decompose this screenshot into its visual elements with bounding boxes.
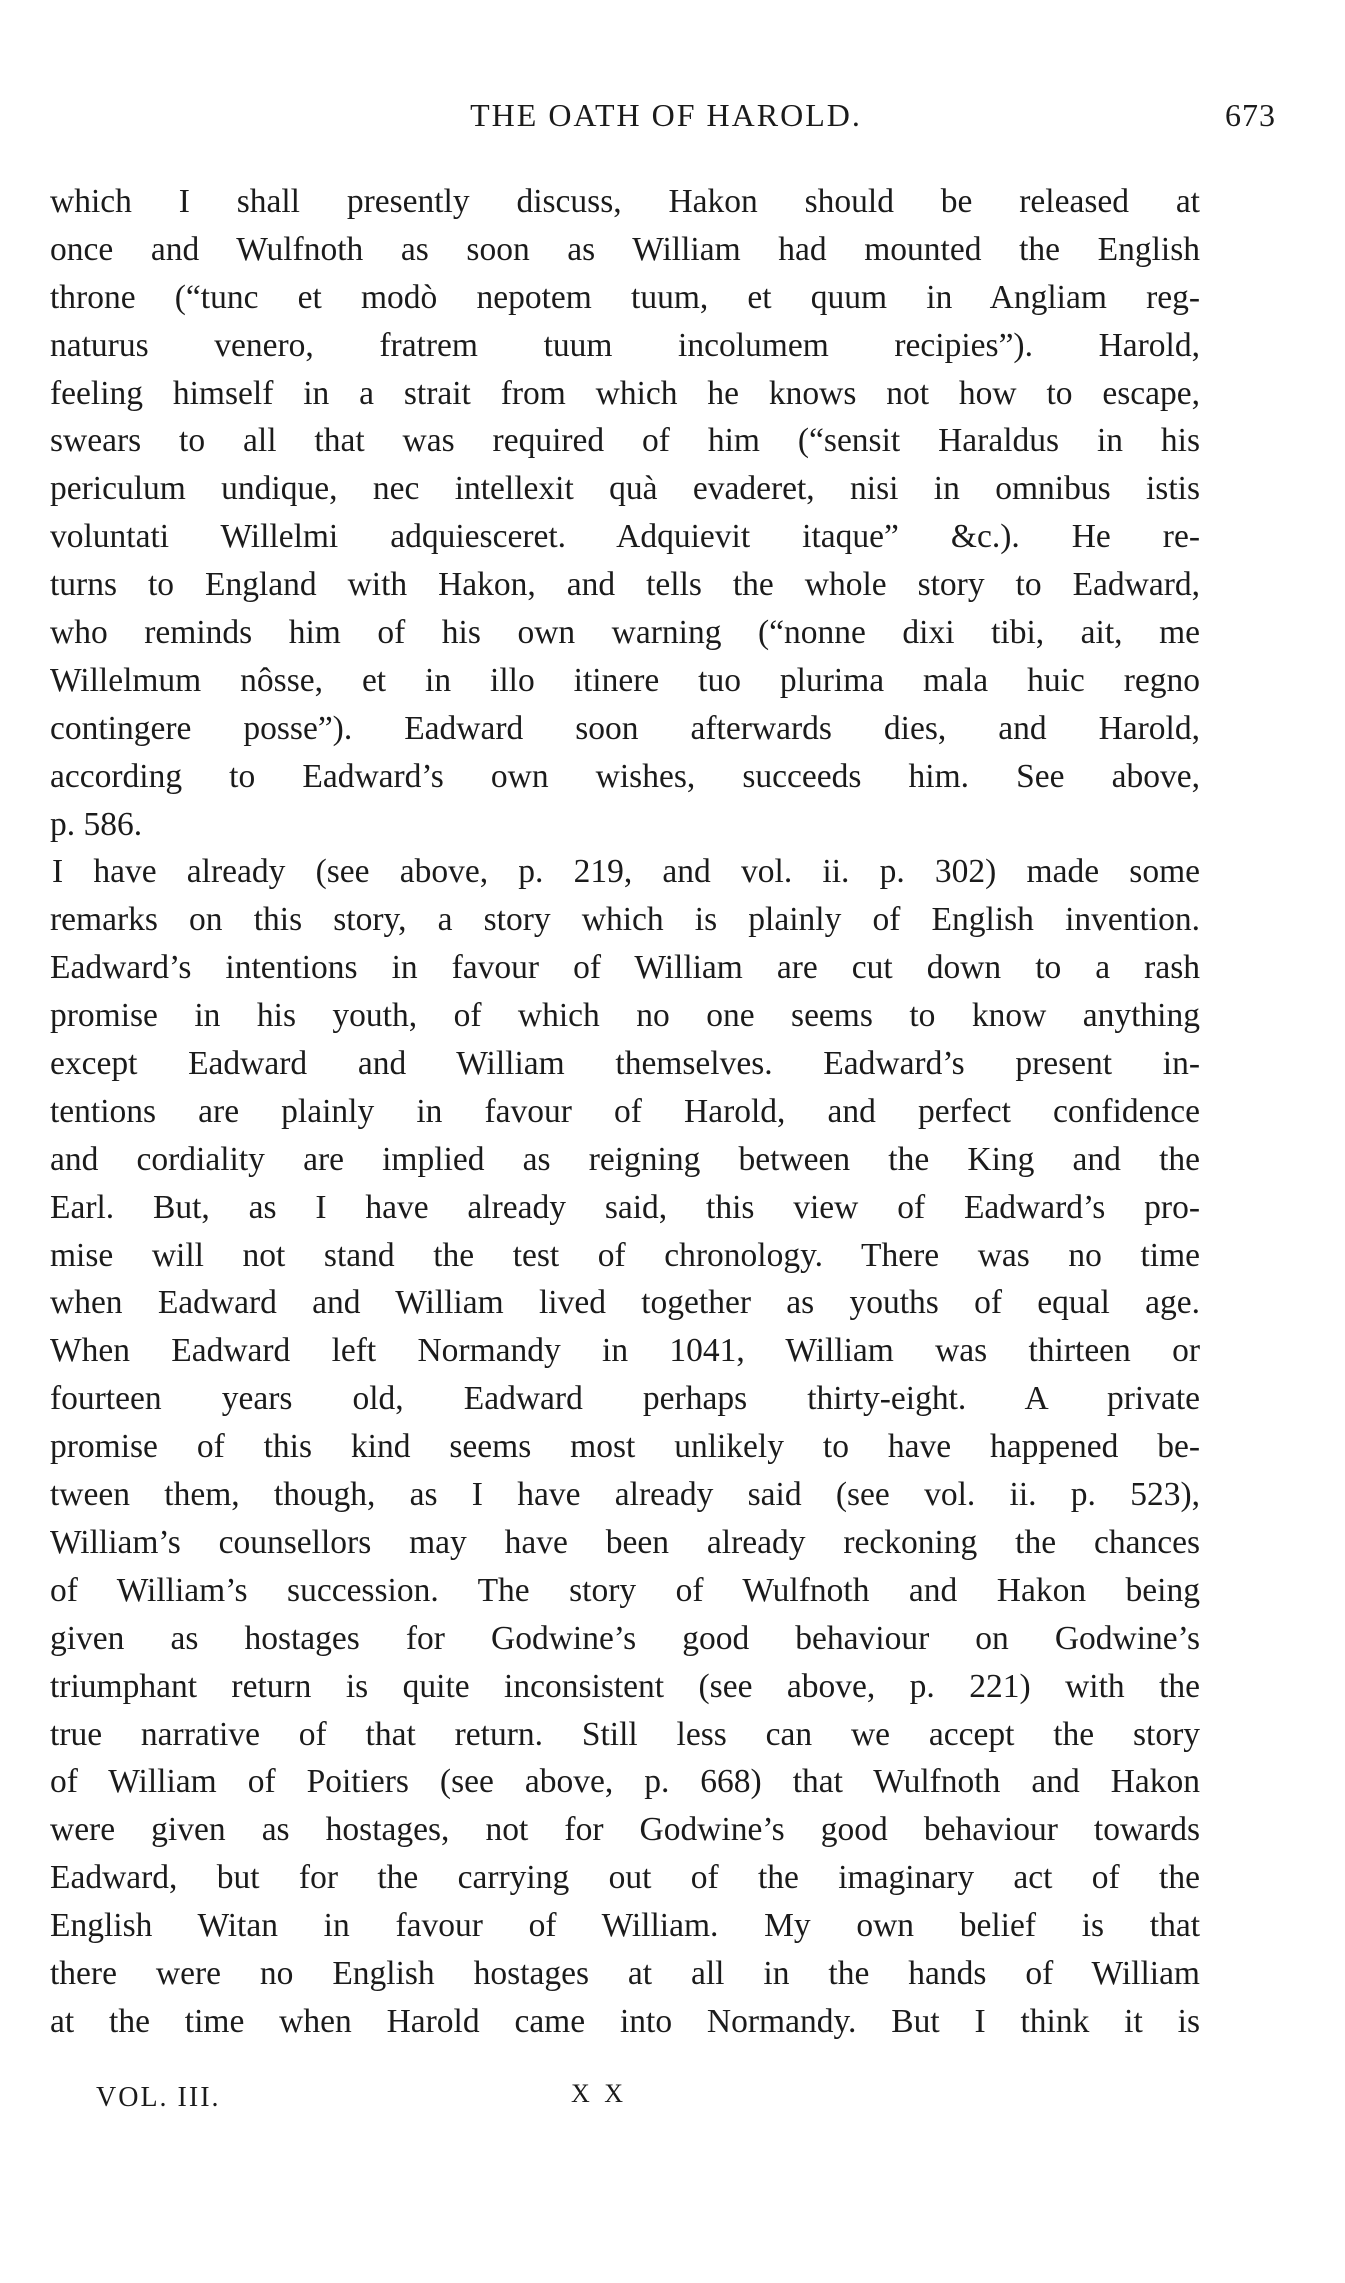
page-number: 673 <box>1225 97 1276 133</box>
text-line: fourteen years old, Eadward perhaps thirty-eight. A private <box>50 1380 1200 1418</box>
text-line: promise in his youth, of which no one seems to know anything <box>50 997 1200 1035</box>
signature-mark: X X <box>571 2079 628 2108</box>
text-line: English Witan in favour of William. My own belief is that <box>50 1907 1200 1945</box>
text-line: p. 586. <box>50 805 143 843</box>
text-line: promise of this kind seems most unlikely to have happened be- <box>50 1428 1200 1466</box>
text-line: who reminds him of his own warning (“nonne dixi tibi, ait, me <box>50 614 1200 652</box>
text-line: swears to all that was required of him (“sensit Haraldus in his <box>50 422 1200 460</box>
text-line: of William’s succession. The story of Wulfnoth and Hakon being <box>50 1571 1200 1609</box>
text-line: When Eadward left Normandy in 1041, William was thirteen or <box>50 1332 1200 1370</box>
page-footer <box>56 2073 1236 2123</box>
volume-signature: VOL. III. <box>96 2082 221 2113</box>
text-line: tween them, though, as I have already said (see vol. ii. p. 523), <box>50 1476 1200 1514</box>
text-line: given as hostages for Godwine’s good behaviour on Godwine’s <box>50 1619 1200 1657</box>
text-line: tentions are plainly in favour of Harold, and perfect confidence <box>50 1092 1200 1130</box>
text-line: were given as hostages, not for Godwine’s good behaviour towards <box>50 1811 1200 1849</box>
text-line: true narrative of that return. Still less can we accept the story <box>50 1715 1200 1753</box>
text-line: naturus venero, fratrem tuum incolumem recipies”). Harold, <box>50 326 1200 364</box>
running-title: THE OATH OF HAROLD. <box>470 97 862 133</box>
text-line: when Eadward and William lived together as youths of equal age. <box>50 1284 1200 1322</box>
text-line: remarks on this story, a story which is plainly of English invention. <box>50 901 1200 939</box>
text-line: throne (“tunc et modò nepotem tuum, et quum in Angliam reg- <box>50 278 1200 316</box>
text-line: voluntati Willelmi adquiesceret. Adquievit itaque” &c.). He re- <box>50 518 1200 556</box>
text-line: William’s counsellors may have been already reckoning the chances <box>50 1523 1200 1561</box>
text-line: there were no English hostages at all in the hands of William <box>50 1954 1200 1992</box>
text-line: periculum undique, nec intellexit quà evaderet, nisi in omnibus istis <box>50 470 1200 508</box>
text-line: Eadward, but for the carrying out of the imaginary act of the <box>50 1859 1200 1897</box>
paragraph-start-line: I have already (see above, p. 219, and vol. ii. p. 302) made some <box>52 853 1200 891</box>
text-line: mise will not stand the test of chronology. There was no time <box>50 1236 1200 1274</box>
text-line: which I shall presently discuss, Hakon should be released at <box>50 183 1200 220</box>
text-line: triumphant return is quite inconsistent (see above, p. 221) with the <box>50 1667 1200 1705</box>
text-line: Eadward’s intentions in favour of William are cut down to a rash <box>50 949 1200 987</box>
text-line: according to Eadward’s own wishes, succeeds him. See above, <box>50 757 1200 795</box>
text-line: at the time when Harold came into Normandy. But I think it is <box>50 2002 1200 2040</box>
text-line: Earl. But, as I have already said, this view of Eadward’s pro- <box>50 1188 1200 1226</box>
text-line: and cordiality are implied as reigning between the King and the <box>50 1140 1200 1178</box>
text-line: once and Wulfnoth as soon as William had mounted the English <box>50 230 1200 268</box>
text-line: of William of Poitiers (see above, p. 668) that Wulfnoth and Hakon <box>50 1763 1200 1801</box>
text-line: Willelmum nôsse, et in illo itinere tuo plurima mala huic regno <box>50 661 1200 699</box>
page-header <box>56 90 1276 140</box>
text-line: except Eadward and William themselves. Eadward’s present in- <box>50 1045 1200 1083</box>
text-line: contingere posse”). Eadward soon afterwards dies, and Harold, <box>50 709 1200 747</box>
text-line: turns to England with Hakon, and tells the whole story to Eadward, <box>50 566 1200 604</box>
text-line: feeling himself in a strait from which he knows not how to escape, <box>50 374 1200 412</box>
body-text <box>50 178 1200 2046</box>
